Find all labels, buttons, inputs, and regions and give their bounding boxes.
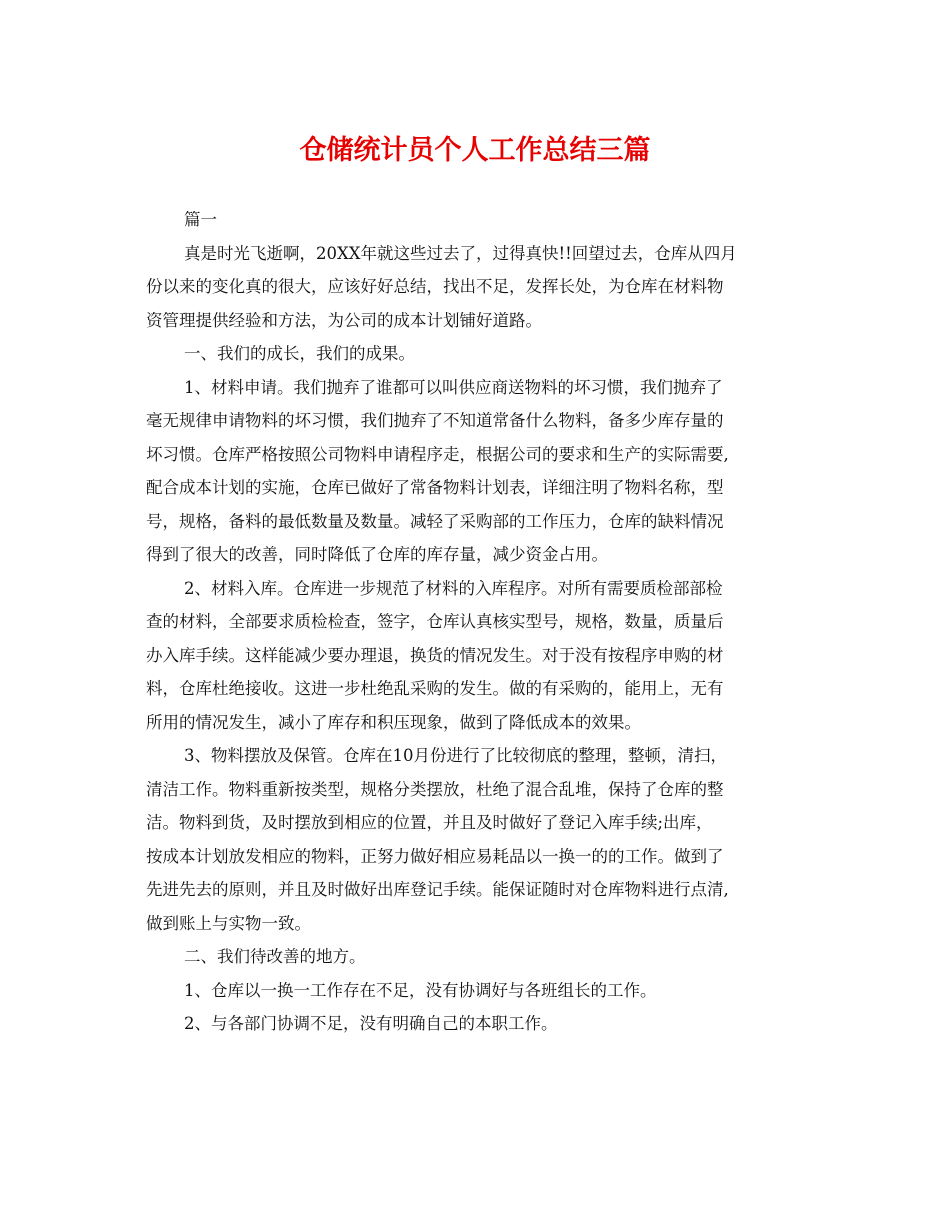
text-line: 真是时光飞逝啊，20XX年就这些过去了，过得真快!!回望过去，仓库从四月 xyxy=(184,243,737,263)
text-line: 办入库手续。这样能减少要办理退，换货的情况发生。对于没有按程序申购的材 xyxy=(146,645,724,665)
text-line: 份以来的变化真的很大，应该好好总结，找出不足，发挥长处，为仓库在材料物 xyxy=(146,277,724,296)
paragraph-material-storage xyxy=(146,739,808,940)
paragraph-heading-improve xyxy=(146,940,808,974)
text-line: 资管理提供经验和方法，为公司的成本计划铺好道路。 xyxy=(146,310,542,330)
text-line: 号，规格，备料的最低数量及数量。减轻了采购部的工作压力，仓库的缺料情况 xyxy=(146,511,724,531)
text-line: 配合成本计划的实施，仓库已做好了常备物料计划表，详细注明了物料名称，型 xyxy=(146,478,724,497)
text-line: 先进先去的原则，并且及时做好出库登记手续。能保证随时对仓库物料进行点清, xyxy=(146,880,729,899)
text-line: 2、材料入库。仓库进一步规范了材料的入库程序。对所有需要质检部部检 xyxy=(184,578,723,598)
text-line: 毫无规律申请物料的坏习惯，我们抛弃了不知道常备什么物料，备多少库存量的 xyxy=(146,411,724,430)
text-line: 1、仓库以一换一工作存在不足，没有协调好与各班组长的工作。 xyxy=(184,980,657,1000)
paragraph-heading-growth xyxy=(146,337,808,371)
text-line: 所用的情况发生，减小了库存和积压现象，做到了降低成本的效果。 xyxy=(146,712,641,732)
text-line: 洁。物料到货，及时摆放到相应的位置，并且及时做好了登记入库手续;出库， xyxy=(146,813,713,832)
text-line: 坏习惯。仓库严格按照公司物料申请程序走，根据公司的要求和生产的实际需要, xyxy=(146,444,729,464)
paragraph-improve-1 xyxy=(146,974,808,1008)
paragraph-improve-2 xyxy=(146,1007,808,1041)
text-line: 3、物料摆放及保管。仓库在10月份进行了比较彻底的整理，整顿，清扫， xyxy=(184,746,727,765)
text-line: 做到账上与实物一致。 xyxy=(146,913,311,933)
document-title: 仓储统计员个人工作总结三篇 xyxy=(299,135,651,166)
text-line: 篇一 xyxy=(184,210,217,229)
document-body xyxy=(146,203,808,1041)
text-line: 查的材料，全部要求质检检查，签字，仓库认真核实型号，规格，数量，质量后 xyxy=(146,612,724,631)
text-line: 2、与各部门协调不足，没有明确自己的本职工作。 xyxy=(184,1014,558,1033)
text-line: 料，仓库杜绝接收。这进一步杜绝乱采购的发生。做的有采购的，能用上，无有 xyxy=(146,679,724,698)
text-line: 清洁工作。物料重新按类型，规格分类摆放，杜绝了混合乱堆，保持了仓库的整 xyxy=(146,779,724,799)
paragraph-intro xyxy=(146,237,808,338)
paragraph-material-inbound xyxy=(146,572,808,740)
paragraph-section-label xyxy=(146,203,808,237)
text-line: 按成本计划放发相应的物料，正努力做好相应易耗品以一换一的的工作。做到了 xyxy=(146,846,724,866)
paragraph-material-request xyxy=(146,371,808,572)
section-heading: 二、我们待改善的地方。 xyxy=(184,947,366,966)
text-line: 1、材料申请。我们抛弃了谁都可以叫供应商送物料的坏习惯，我们抛弃了 xyxy=(184,377,723,397)
section-heading: 一、我们的成长，我们的成果。 xyxy=(184,344,415,363)
text-line: 得到了很大的改善，同时降低了仓库的库存量，减少资金占用。 xyxy=(146,545,608,564)
